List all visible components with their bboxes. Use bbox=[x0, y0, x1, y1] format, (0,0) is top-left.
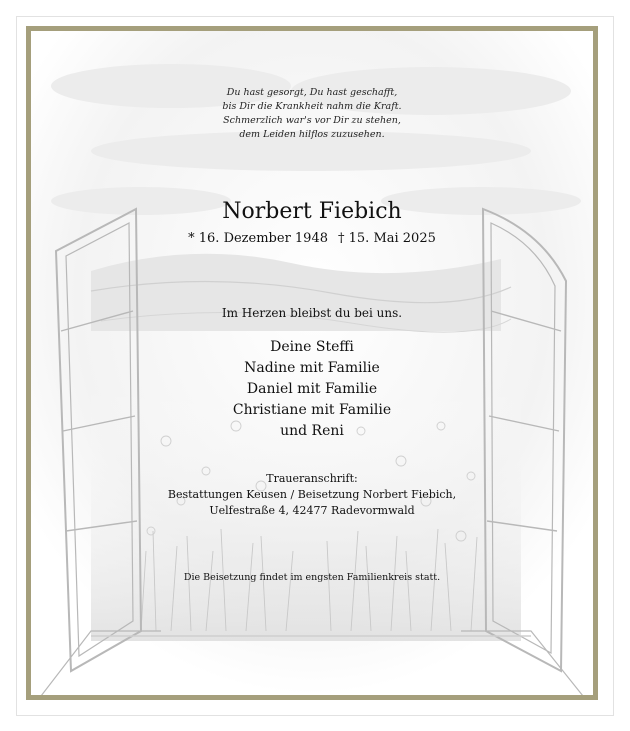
mourner-entry: Daniel mit Familie bbox=[246, 381, 378, 397]
mourners-list bbox=[31, 337, 593, 442]
memorial-poem bbox=[31, 86, 593, 142]
address-line: Uelfestraße 4, 42477 Radevormwald bbox=[209, 504, 415, 517]
mourner-entry: Christiane mit Familie bbox=[232, 402, 392, 418]
poem-line: bis Dir die Krankheit nahm die Kraft. bbox=[222, 101, 402, 112]
address-heading: Traueranschrift: bbox=[266, 472, 358, 485]
gold-frame bbox=[26, 26, 598, 700]
death-date: † 15. Mai 2025 bbox=[338, 231, 436, 246]
burial-note: Die Beisetzung findet im engsten Familienkreis statt. bbox=[183, 572, 441, 583]
birth-date: * 16. Dezember 1948 bbox=[188, 231, 328, 246]
mourner-entry: und Reni bbox=[280, 423, 344, 439]
deceased-name: Norbert Fiebich bbox=[222, 199, 402, 224]
motto-text: Im Herzen bleibst du bei uns. bbox=[221, 306, 403, 320]
poem-line: Du hast gesorgt, Du hast geschafft, bbox=[226, 87, 398, 98]
poem-line: dem Leiden hilflos zuzusehen. bbox=[239, 129, 385, 140]
mourner-entry: Nadine mit Familie bbox=[244, 360, 380, 376]
address-line: Bestattungen Keusen / Beisetzung Norbert Fiebich, bbox=[167, 488, 457, 501]
poem-line: Schmerzlich war's vor Dir zu stehen, bbox=[223, 115, 401, 126]
condolence-address bbox=[31, 471, 593, 519]
mourner-entry: Deine Steffi bbox=[270, 339, 354, 355]
life-dates bbox=[31, 231, 593, 246]
